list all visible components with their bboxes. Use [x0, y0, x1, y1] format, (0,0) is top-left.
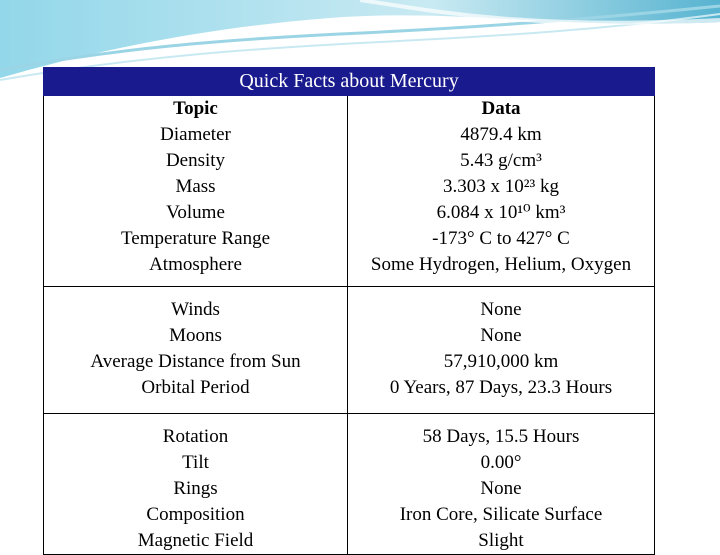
topic-label: Rotation	[162, 426, 229, 447]
data-value: 0 Years, 87 Days, 23.3 Hours	[389, 377, 613, 398]
data-cell	[348, 287, 655, 414]
topic-label: Average Distance from Sun	[90, 351, 301, 372]
topic-label: Mass	[175, 176, 216, 197]
mercury-facts-table	[43, 67, 655, 555]
table-title: Quick Facts about Mercury	[44, 68, 655, 96]
data-value: Slight	[478, 530, 524, 551]
topic-cell	[44, 414, 348, 555]
table-row	[44, 122, 655, 287]
data-value: Iron Core, Silicate Surface	[399, 504, 603, 525]
table-row	[44, 287, 655, 414]
topic-cell	[44, 122, 348, 287]
topic-label: Orbital Period	[141, 377, 250, 398]
topic-label: Winds	[171, 299, 220, 320]
data-value: None	[480, 478, 522, 499]
data-value: None	[480, 325, 522, 346]
topic-label: Diameter	[160, 124, 231, 145]
topic-label: Tilt	[182, 452, 209, 473]
topic-cell	[44, 287, 348, 414]
topic-label: Rings	[173, 478, 218, 499]
topic-label: Magnetic Field	[137, 530, 254, 551]
data-cell	[348, 122, 655, 287]
topic-label: Composition	[146, 504, 245, 525]
data-value: 3.303 x 10²³ kg	[443, 176, 559, 197]
data-value: 0.00°	[480, 452, 522, 473]
topic-label: Volume	[166, 202, 225, 223]
data-cell	[348, 414, 655, 555]
topic-label: Moons	[169, 325, 222, 346]
data-value: Some Hydrogen, Helium, Oxygen	[370, 254, 632, 275]
data-value: 58 Days, 15.5 Hours	[422, 426, 580, 447]
column-header-topic: Topic	[44, 96, 348, 123]
table-row	[44, 414, 655, 555]
data-value: 5.43 g/cm³	[460, 150, 542, 171]
data-value: 57,910,000 km	[443, 351, 559, 372]
column-header-data: Data	[348, 96, 655, 123]
topic-label: Atmosphere	[149, 254, 242, 275]
data-value: -173° C to 427° C	[432, 228, 570, 249]
topic-label: Density	[165, 150, 226, 171]
topic-label: Temperature Range	[120, 228, 270, 249]
data-value: 4879.4 km	[460, 124, 542, 145]
data-value: None	[480, 299, 522, 320]
data-value: 6.084 x 10¹⁰ km³	[436, 202, 566, 223]
